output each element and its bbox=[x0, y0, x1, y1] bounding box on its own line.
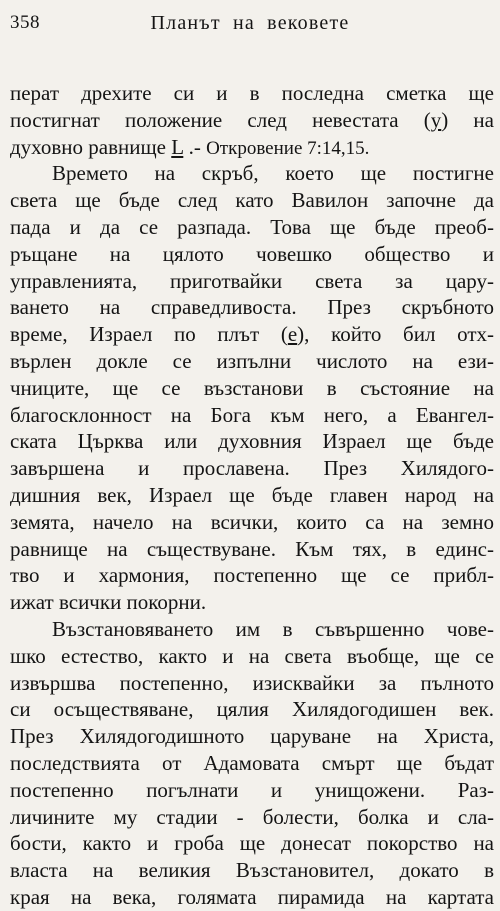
paragraph-3 bbox=[10, 616, 494, 911]
text-line: През Хилядогодишното царуване на Христа, bbox=[10, 724, 494, 749]
text-line: края на века, голямата пирамида на картата bbox=[10, 884, 494, 909]
text-line: власта на великия Възстановител, докато в bbox=[10, 858, 494, 883]
text-line: ижат всички покорни. bbox=[10, 590, 207, 615]
text-line: шко естество, както и на света въобще, ще се bbox=[10, 643, 494, 668]
text-line: равнище на съществуване. Към тях, в единс- bbox=[10, 536, 494, 561]
text-line: завършена и прославена. През Хилядого- bbox=[10, 456, 494, 481]
text-line: извършва постепенно, изисквайки за пълното bbox=[10, 670, 494, 695]
text-line: управленията, приготвайки света за цару- bbox=[10, 268, 494, 293]
text-line: чниците, ще се възстанови в състояние на bbox=[10, 375, 494, 400]
text-line: тво и хармония, постепенно ще се прибл- bbox=[10, 563, 494, 588]
text-line: духовно равнище L .- Откровение 7:14,15. bbox=[10, 134, 370, 159]
text-line: последствията от Адамовата смърт ще бъдат bbox=[10, 750, 494, 775]
text-line: пада и да се разпада. Това ще бъде преоб- bbox=[10, 214, 494, 239]
text-line: Времето на скръб, което ще постигне bbox=[52, 161, 494, 186]
text-line: бости, както и гроба ще донесат покорство на bbox=[10, 831, 494, 856]
text-line: благосклонност на Бога към него, а Евангел- bbox=[10, 402, 494, 427]
text-line: си осъществяване, цялия Хилядогодишен век. bbox=[10, 697, 494, 722]
running-title: Планът на вековете bbox=[150, 12, 350, 34]
text-line: ването на справедливоста. През скръбното bbox=[10, 295, 494, 320]
text-line: перат дрехите си и в последна сметка ще bbox=[10, 81, 494, 105]
paragraph-1 bbox=[10, 80, 494, 160]
text-line: постигнат положение след невестата (у) на bbox=[10, 107, 494, 132]
paragraph-2 bbox=[10, 160, 494, 616]
text-line: света ще бъде след като Вавилон започне да bbox=[10, 188, 494, 213]
body-text bbox=[10, 80, 494, 911]
text-line: земята, начело на всички, които са на земно bbox=[10, 509, 494, 534]
text-line: дишния век, Израел ще бъде главен народ на bbox=[10, 482, 494, 507]
text-line: постепенно погълнати и унищожени. Раз- bbox=[10, 777, 494, 802]
page-number: 358 bbox=[10, 12, 40, 33]
page-header bbox=[10, 8, 490, 34]
text-line: време, Израел по плът (е), който бил отх- bbox=[10, 322, 494, 347]
text-line: Възстановяването им в съвършенно чове- bbox=[52, 616, 494, 641]
text-line: ската Църква или духовния Израел ще бъде bbox=[10, 429, 494, 454]
text-line: върлен докле се изпълни числото на ези- bbox=[10, 348, 494, 373]
text-line: ръщане на цялото човешко общество и bbox=[10, 241, 494, 266]
text-line: личините му стадии - болести, болка и сла- bbox=[10, 804, 494, 829]
